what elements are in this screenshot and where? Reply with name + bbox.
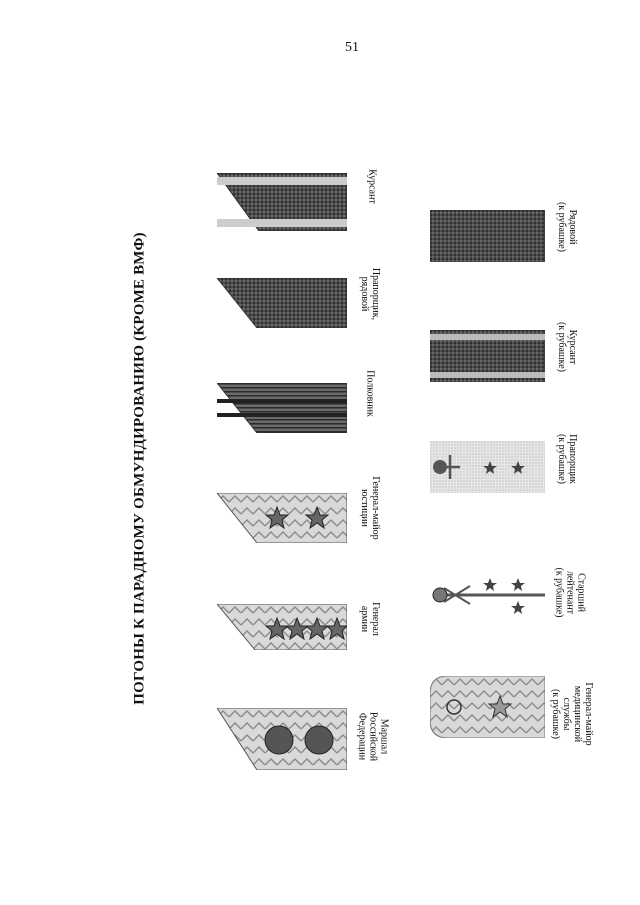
strap-shirt-private [430,210,545,262]
label-shirt-senior-lieutenant: Старший лейтенант (к рубашке) [553,567,587,618]
strap-shirt-cadet [430,330,545,382]
strap-major-general-justice [217,493,347,543]
strap-marshal [217,708,347,770]
label-shirt-warrant-officer: Прапорщик (к рубашке) [556,433,578,485]
label-shirt-private: Рядовой (к рубашке) [556,201,578,253]
strap-warrant-private [217,278,347,328]
label-cadet: Курсант [366,169,378,204]
strap-cadet [217,173,347,231]
strap-army-general [217,604,347,650]
label-warrant-private: Прапорщик, рядовой [359,267,381,321]
label-major-general-justice: Генерал-майор юстиции [359,476,381,540]
strap-shirt-major-general-medical [430,676,545,738]
strap-colonel [217,383,347,433]
label-army-general: Генерал армии [359,602,381,636]
label-colonel: Полковник [364,370,376,417]
strap-shirt-senior-lieutenant [430,568,545,622]
strap-shirt-warrant-officer [430,441,545,493]
page-number: 51 [345,40,359,55]
label-marshal: Маршал Российской Федерации [356,711,390,762]
label-shirt-cadet: Курсант (к рубашке) [556,321,578,373]
page-title: ПОГОНЫ К ПАРАДНОМУ ОБМУНДИРОВАНИЮ (КРОМЕ ВМФ) [131,232,148,705]
label-shirt-major-general-medical: Генерал-майор медицинской службы (к рубашке) [550,682,594,746]
